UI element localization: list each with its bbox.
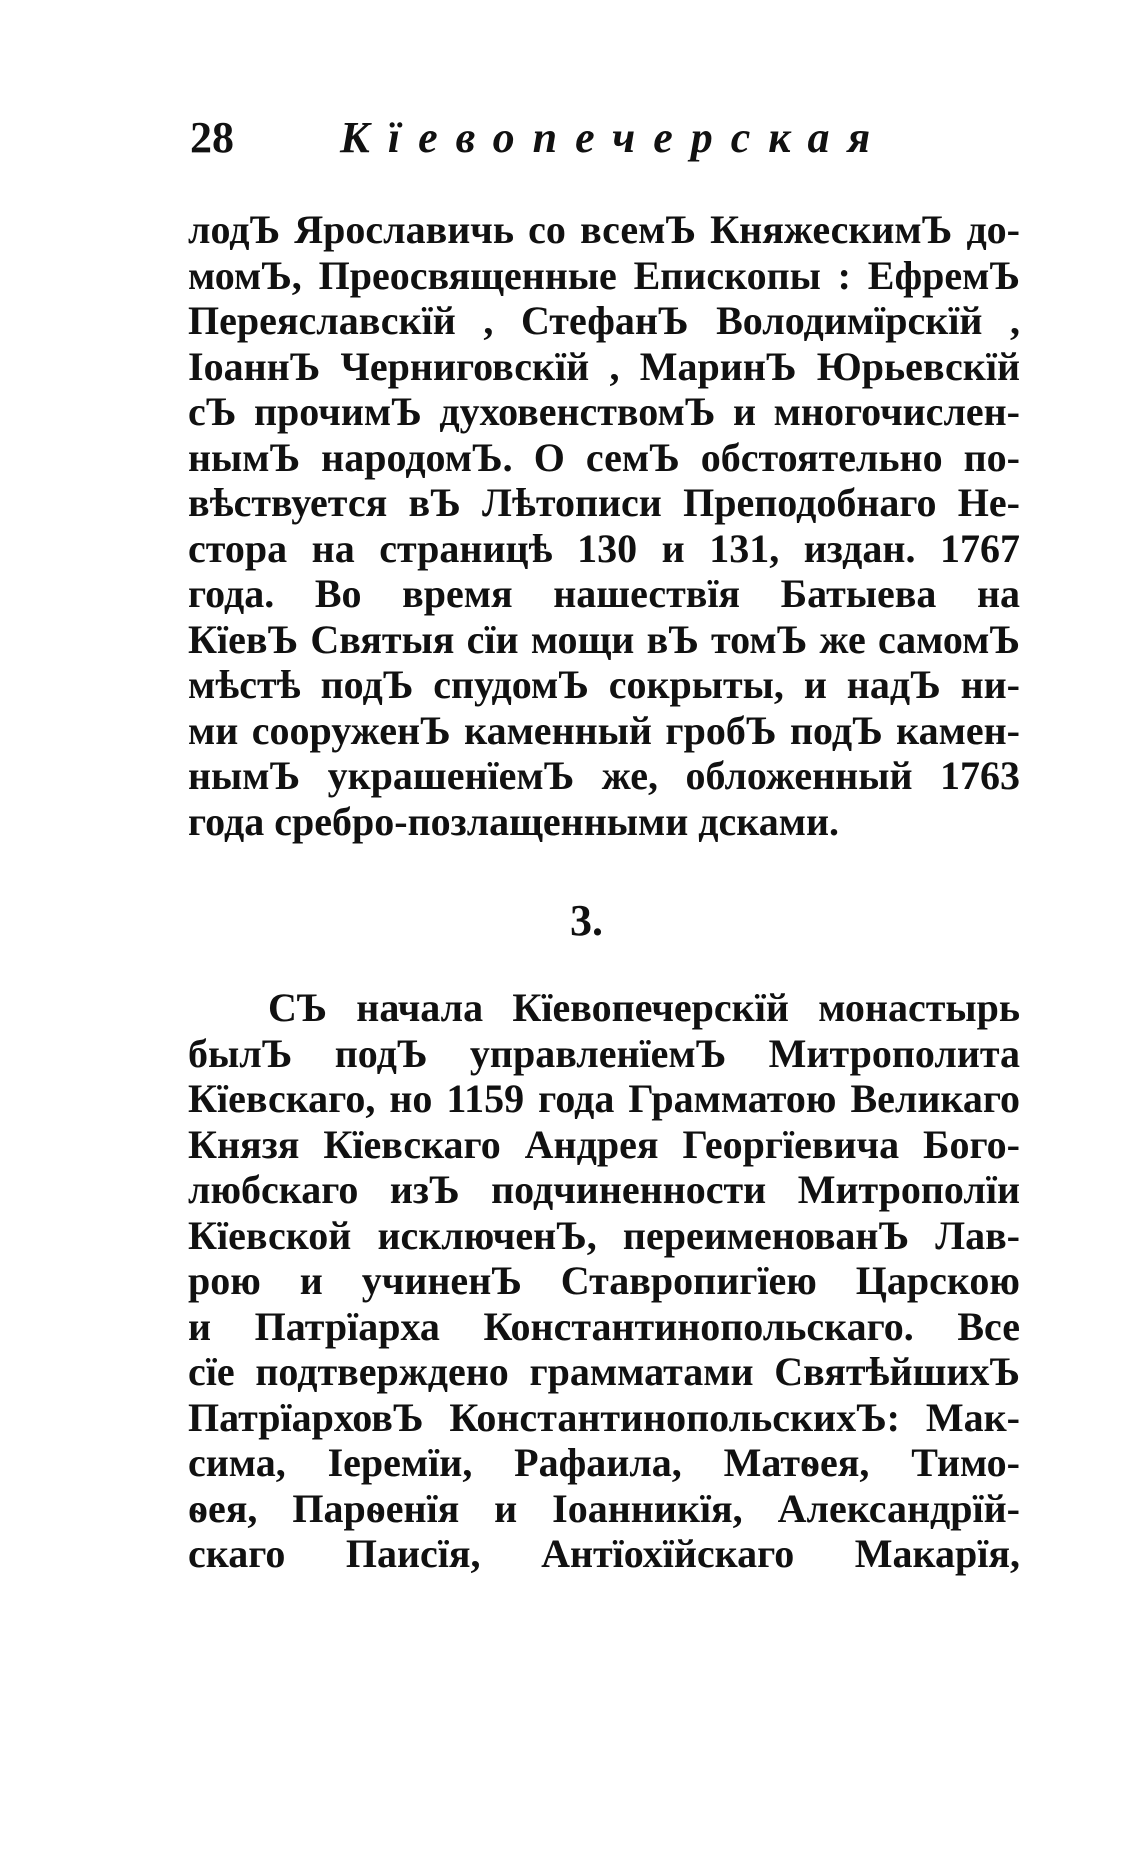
text-line: вѣствуется вЪ Лѣтописи Преподобнаго Не-	[188, 480, 1020, 525]
text-line: мѣстѣ подЪ спудомЪ сокрыты, и надЪ ни-	[188, 662, 1020, 707]
text-line: момЪ, Преосвященные Епископы : ЕфремЪ	[188, 252, 1020, 298]
text-line: ѳея, Парѳенїя и Іоанникїя, Александрїй-	[188, 1485, 1020, 1531]
paragraph-two	[188, 985, 1020, 1577]
text-line: ми сооруженЪ каменный гробЪ подЪ камен-	[188, 707, 1020, 753]
text-line: былЪ подЪ управленїемЪ Митрополита	[188, 1030, 1020, 1076]
text-line: скаго Паисїя, Антїохїйскаго Макарїя,	[188, 1531, 1020, 1576]
text-line: Кїевской исключенЪ, переименованЪ Лав-	[188, 1212, 1020, 1258]
text-line: сЪ прочимЪ духовенствомЪ и многочислен-	[188, 389, 1020, 434]
text-line: сима, Іеремїи, Рафаила, Матѳея, Тимо-	[188, 1440, 1020, 1485]
page-header	[190, 112, 1020, 172]
text-line: ПатрїарховЪ КонстантинопольскихЪ: Мак-	[188, 1394, 1020, 1440]
text-line: Переяславскїй , СтефанЪ Володимїрскїй ,	[188, 298, 1020, 343]
running-head: Кїевопечерская	[340, 113, 889, 162]
text-line: лодЪ Ярославичь со всемЪ КняжескимЪ до-	[188, 207, 1020, 252]
text-line: нымЪ украшенїемЪ же, обложенный 1763	[188, 753, 1020, 798]
text-line: нымЪ народомЪ. О семЪ обстоятельно по-	[188, 434, 1020, 480]
text-line: любскаго изЪ подчиненности Митрополїи	[188, 1167, 1020, 1212]
section-number: 3.	[570, 896, 603, 945]
text-line: и Патрїарха Константинопольскаго. Все	[188, 1303, 1020, 1349]
page-number: 28	[190, 113, 234, 162]
text-line: СЪ начала Кїевопечерскїй монастырь	[268, 985, 1020, 1030]
text-line: КїевЪ Святыя сїи мощи вЪ томЪ же самомЪ	[188, 616, 1020, 662]
text-line: ІоаннЪ Черниговскїй , МаринЪ Юрьевскїй	[188, 343, 1020, 389]
text-line: года. Во время нашествїя Батыева на	[188, 571, 1020, 616]
text-line: Князя Кїевскаго Андрея Георгїевича Бого-	[188, 1121, 1020, 1167]
text-line: стора на страницѣ 130 и 131, издан. 1767	[188, 525, 1020, 571]
text-line: сїе подтверждено грамматами СвятѣйшихЪ	[188, 1349, 1020, 1394]
text-line: года сребро-позлащенными дсками.	[188, 798, 839, 844]
paragraph-one	[188, 207, 1020, 844]
text-line: рою и учиненЪ Ставропигїею Царскою	[188, 1258, 1020, 1303]
text-line: Кїевскаго, но 1159 года Грамматою Великаго	[188, 1076, 1020, 1121]
